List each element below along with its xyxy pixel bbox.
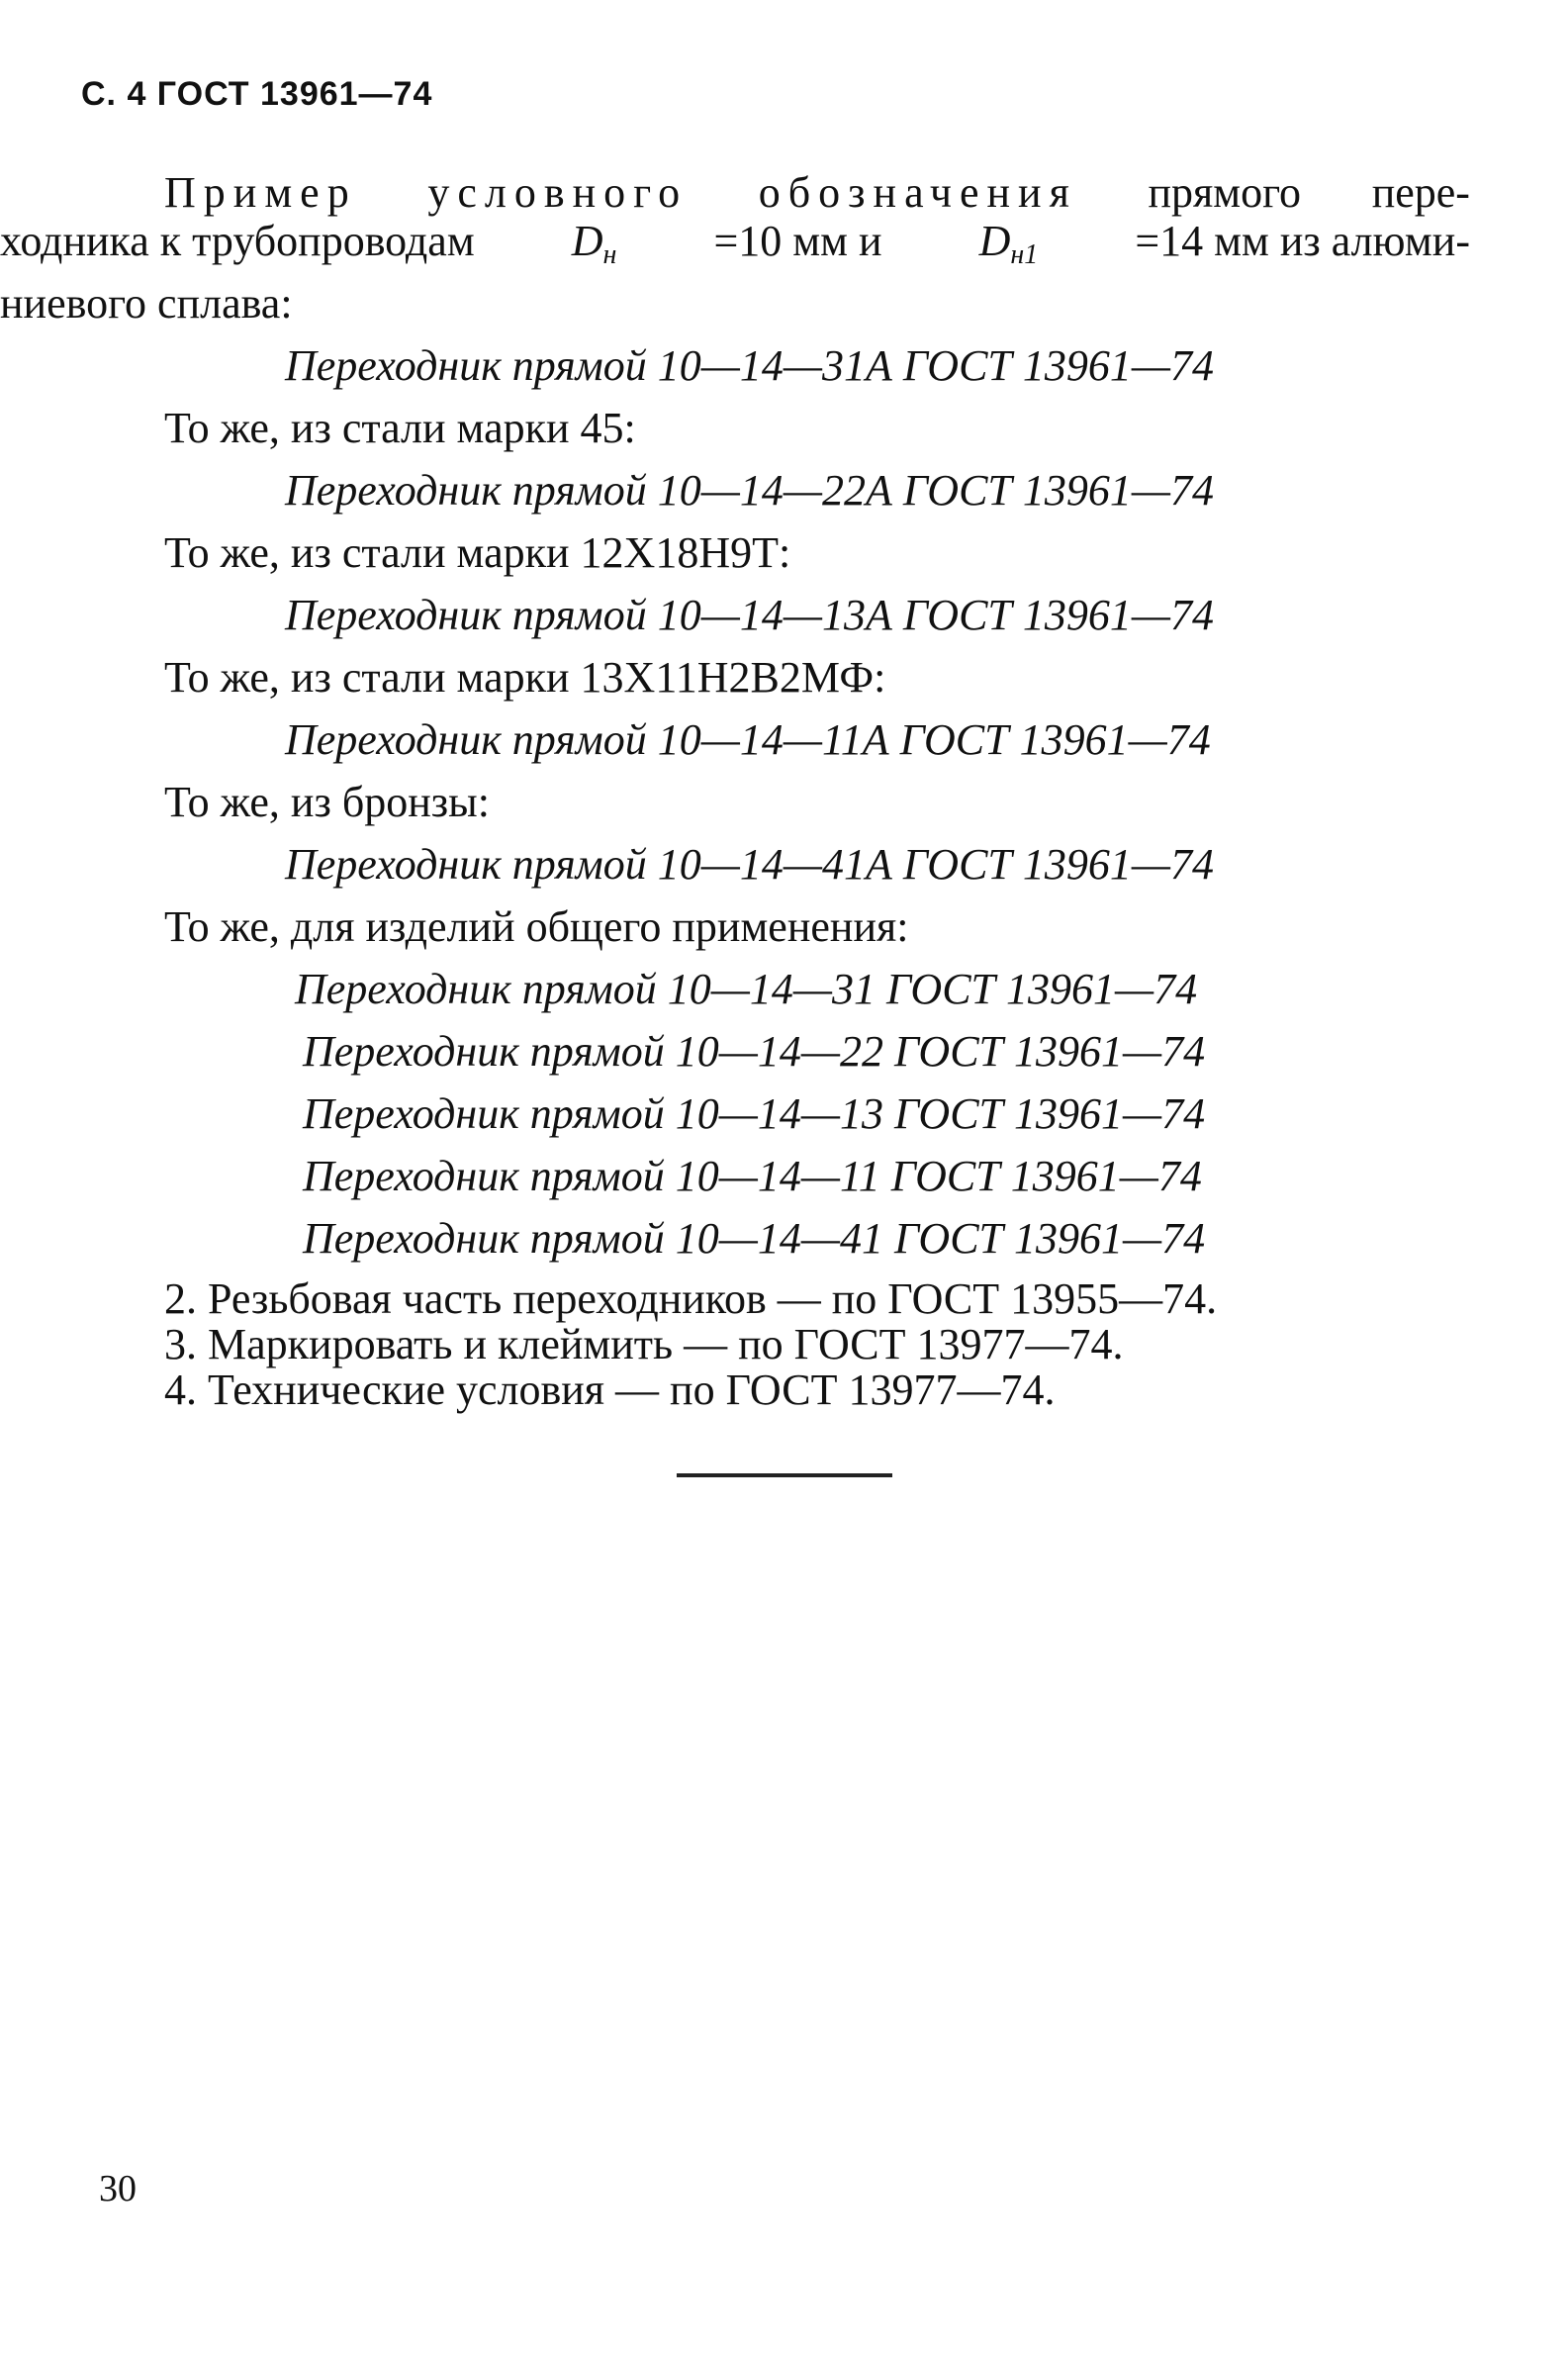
designation: Переходник прямой 10—14—22А ГОСТ 13961—74 (285, 466, 1215, 515)
numbered-item: 3. Маркировать и клеймить — по ГОСТ 13977—74. (164, 1320, 1124, 1368)
intro-line-3: ниевого сплава: (0, 279, 293, 328)
page-header: С. 4 ГОСТ 13961—74 (81, 75, 433, 113)
designation: Переходник прямой 10—14—22 ГОСТ 13961—74 (303, 1027, 1206, 1076)
intro-word: прямого (1148, 168, 1302, 217)
page-number: 30 (99, 2168, 137, 2210)
designation: Переходник прямой 10—14—11 ГОСТ 13961—74 (303, 1152, 1202, 1200)
outer-diameter-sub: н (602, 239, 617, 270)
outer-diameter-1-sub: н1 (1010, 239, 1039, 270)
designation: Переходник прямой 10—14—41А ГОСТ 13961—74 (285, 840, 1215, 889)
outer-diameter-var: D (571, 217, 603, 265)
numbered-item: 2. Резьбовая часть переходников — по ГОСТ 13955—74. (164, 1274, 1218, 1323)
intro-word: Пример (164, 168, 357, 217)
outer-diameter-1-symbol (979, 217, 1039, 279)
designation: Переходник прямой 10—14—41 ГОСТ 13961—74 (303, 1214, 1206, 1263)
outer-diameter-symbol (572, 217, 617, 279)
designation: Переходник прямой 10—14—31А ГОСТ 13961—74 (285, 341, 1215, 390)
end-rule (677, 1473, 892, 1477)
intro-line-2 (0, 217, 1470, 279)
intro-word: обозначения (758, 168, 1077, 217)
intro-text: =10 мм и (713, 217, 882, 265)
designation: Переходник прямой 10—14—13А ГОСТ 13961—74 (285, 591, 1215, 639)
page-content (0, 168, 1470, 1414)
intro-text: ходника к трубопроводам (0, 217, 475, 265)
numbered-item: 4. Технические условия — по ГОСТ 13977—74. (164, 1365, 1056, 1414)
intro-line-1 (164, 168, 1470, 217)
general-use-label: То же, для изделий общего применения: (164, 902, 909, 951)
designation: Переходник прямой 10—14—13 ГОСТ 13961—74 (303, 1089, 1206, 1138)
material-label: То же, из бронзы: (164, 778, 490, 826)
material-label: То же, из стали марки 13Х11Н2В2МФ: (164, 653, 886, 702)
designation: Переходник прямой 10—14—11А ГОСТ 13961—74 (285, 715, 1211, 764)
intro-text: =14 мм из алюми- (1135, 217, 1470, 265)
material-label: То же, из стали марки 45: (164, 404, 636, 452)
intro-word: пере- (1371, 168, 1470, 217)
intro-word: условного (427, 168, 689, 217)
outer-diameter-1-var: D (978, 217, 1011, 265)
designation: Переходник прямой 10—14—31 ГОСТ 13961—74 (295, 965, 1198, 1013)
material-label: То же, из стали марки 12Х18Н9Т: (164, 528, 791, 577)
